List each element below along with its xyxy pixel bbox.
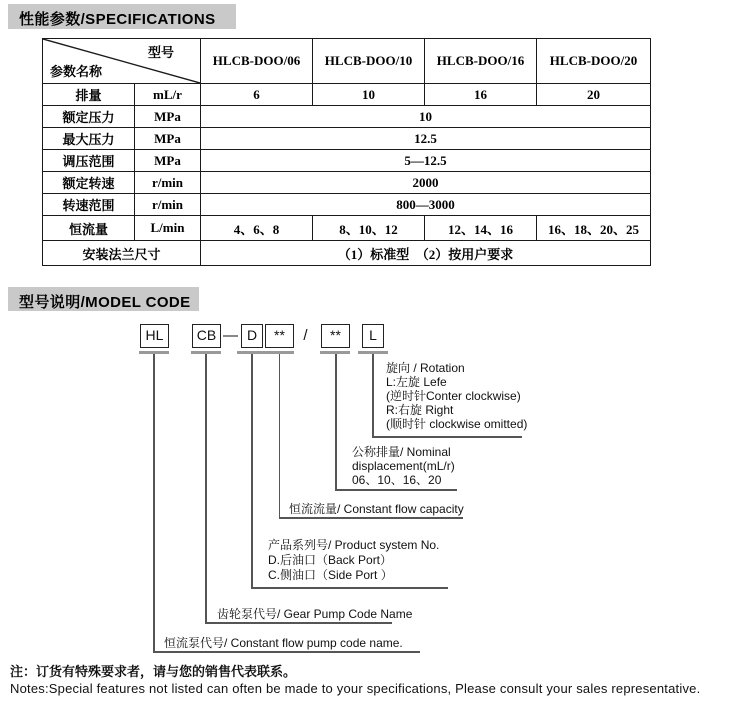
row-value: 800—3000 xyxy=(201,194,651,216)
row-value: 6 xyxy=(201,84,313,106)
annotation-line: D.后油口（Back Port） xyxy=(268,553,393,567)
row-label: 转速范围 xyxy=(43,194,135,216)
annotation-line: displacement(mL/r) xyxy=(352,459,455,473)
annotation-nominal-displacement xyxy=(352,445,455,487)
table-row xyxy=(43,106,651,128)
underline-product-system xyxy=(251,587,448,589)
model-code-dash: — xyxy=(223,327,238,344)
corner-param-label: 参数名称 xyxy=(50,64,103,79)
annotation-line: 旋向 / Rotation xyxy=(386,361,465,375)
footer-notes xyxy=(10,664,700,697)
row-unit: mL/r xyxy=(135,84,201,106)
model-code-box-cb: CB xyxy=(192,324,221,348)
underline-constant-flow xyxy=(279,517,463,519)
row-value: 10 xyxy=(313,84,425,106)
diagonal-header-cell xyxy=(43,39,201,84)
underline-pump-code xyxy=(153,651,420,653)
annotation-line: L:左旋 Lefe xyxy=(386,375,447,389)
table-header-row xyxy=(43,39,651,84)
column-header: HLCB-DOO/10 xyxy=(313,39,425,84)
row-unit: L/min xyxy=(135,216,201,241)
corner-model-label: 型号 xyxy=(147,45,174,60)
specifications-heading: 性能参数/SPECIFICATIONS xyxy=(8,4,236,29)
connector-line-rotation xyxy=(372,354,374,436)
table-row xyxy=(43,150,651,172)
annotation-pump-code xyxy=(164,636,403,650)
row-label: 排量 xyxy=(43,84,135,106)
row-value: 5—12.5 xyxy=(201,150,651,172)
model-code-box-hl: HL xyxy=(140,324,169,348)
row-value: 20 xyxy=(537,84,651,106)
note-english: Notes:Special features not listed can often be made to your specifications, Please consult your sales representative. xyxy=(10,680,701,696)
annotation-line: (顺时针 clockwise omitted) xyxy=(386,417,528,431)
table-row xyxy=(43,128,651,150)
row-value: （1）标准型 （2）按用户要求 xyxy=(201,241,651,266)
underline-rotation xyxy=(372,436,522,438)
connector-line-constant-flow xyxy=(279,354,281,517)
annotation-rotation xyxy=(386,361,527,431)
connector-line-gear-pump xyxy=(205,354,207,622)
row-value: 16 xyxy=(425,84,537,106)
table-row xyxy=(43,194,651,216)
underline-nominal-displacement xyxy=(335,489,457,491)
row-label: 额定转速 xyxy=(43,172,135,194)
row-unit: MPa xyxy=(135,106,201,128)
annotation-constant-flow xyxy=(289,502,464,516)
model-code-box-displacement: ** xyxy=(321,324,350,348)
row-unit: r/min xyxy=(135,172,201,194)
row-value: 12.5 xyxy=(201,128,651,150)
note-chinese: 注：订货有特殊要求者，请与您的销售代表联系。 xyxy=(10,664,297,679)
row-unit: MPa xyxy=(135,128,201,150)
column-header: HLCB-DOO/06 xyxy=(201,39,313,84)
row-value: 2000 xyxy=(201,172,651,194)
row-unit: r/min xyxy=(135,194,201,216)
table-row xyxy=(43,216,651,241)
model-code-heading: 型号说明/MODEL CODE xyxy=(8,287,199,311)
row-value: 10 xyxy=(201,106,651,128)
model-code-box-l: L xyxy=(362,324,384,348)
column-header: HLCB-DOO/20 xyxy=(537,39,651,84)
annotation-gear-pump xyxy=(217,607,412,621)
row-value: 4、6、8 xyxy=(201,216,313,241)
row-unit: MPa xyxy=(135,150,201,172)
row-label: 最大压力 xyxy=(43,128,135,150)
model-code-slash: / xyxy=(303,327,308,344)
row-label: 额定压力 xyxy=(43,106,135,128)
row-label: 安装法兰尺寸 xyxy=(43,241,201,266)
annotation-line: C.侧油口（Side Port ） xyxy=(268,568,393,582)
annotation-line: 产品系列号/ Product system No. xyxy=(268,538,440,552)
column-header: HLCB-DOO/16 xyxy=(425,39,537,84)
annotation-product-system xyxy=(268,538,439,583)
model-code-box-d: D xyxy=(241,324,263,348)
table-row xyxy=(43,172,651,194)
row-value: 12、14、16 xyxy=(425,216,537,241)
annotation-line: 恒流流量/ Constant flow capacity xyxy=(289,502,464,516)
connector-line-product-system xyxy=(251,354,253,587)
specifications-table xyxy=(42,38,651,266)
table-row xyxy=(43,84,651,106)
connector-line-pump-code xyxy=(153,354,155,651)
connector-line-nominal-displacement xyxy=(335,354,337,489)
model-code-box-flow: ** xyxy=(265,324,294,348)
table-row xyxy=(43,241,651,266)
row-label: 恒流量 xyxy=(43,216,135,241)
annotation-line: R:右旋 Right xyxy=(386,403,454,417)
annotation-line: 恒流泵代号/ Constant flow pump code name. xyxy=(164,636,403,650)
underline-gear-pump xyxy=(205,622,392,624)
annotation-line: (逆时针Conter clockwise) xyxy=(386,389,521,403)
annotation-line: 公称排量/ Nominal xyxy=(352,445,451,459)
row-value: 16、18、20、25 xyxy=(537,216,651,241)
row-label: 调压范围 xyxy=(43,150,135,172)
annotation-line: 齿轮泵代号/ Gear Pump Code Name xyxy=(217,607,413,621)
row-value: 8、10、12 xyxy=(313,216,425,241)
annotation-line: 06、10、16、20 xyxy=(352,473,442,487)
